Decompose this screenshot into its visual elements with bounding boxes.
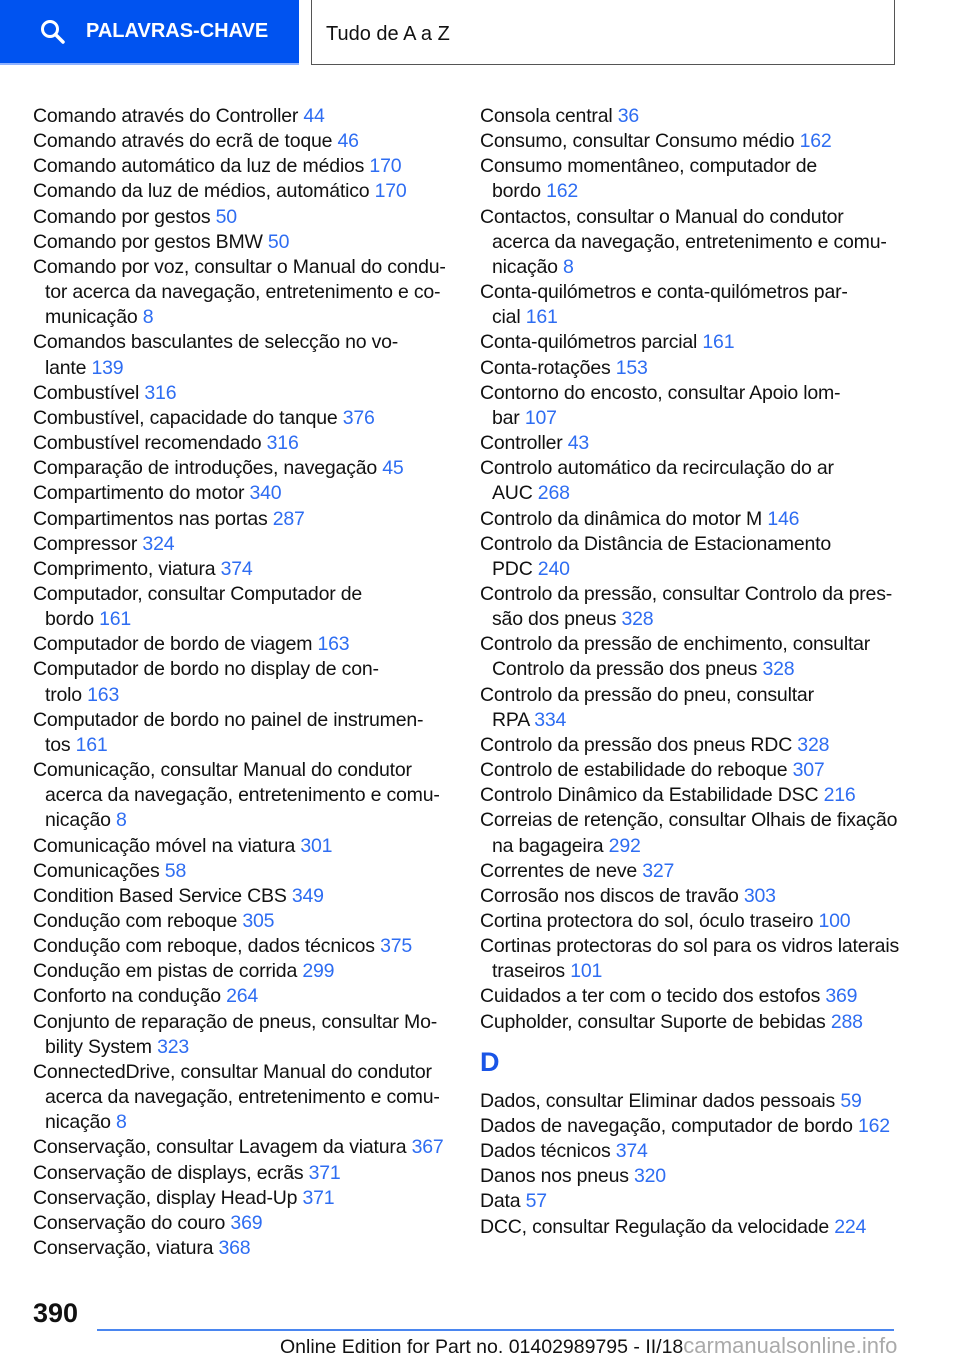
index-entry — [480, 456, 920, 506]
page-link[interactable]: 299 — [302, 960, 335, 983]
page-link[interactable]: 163 — [317, 633, 350, 656]
index-entry-text: Comando por voz, consultar o Manual do condu- — [33, 255, 446, 278]
index-entry-text: na bagageira — [492, 834, 609, 857]
index-entry-text: Conforto na condução — [33, 985, 227, 1008]
index-entry — [33, 1236, 453, 1261]
index-entry — [33, 1186, 453, 1211]
index-entry-text: Dados de navegação, computador de bordo — [480, 1114, 858, 1137]
page-number: 390 — [33, 1298, 79, 1328]
page-link[interactable]: 50 — [215, 205, 237, 228]
keywords-tab-label: PALAVRAS-CHAVE — [86, 20, 269, 42]
page-link[interactable]: 371 — [308, 1161, 341, 1184]
index-entry-text: Computador de bordo no display de con- — [33, 658, 379, 681]
index-entry — [33, 557, 453, 582]
index-entry — [480, 154, 920, 204]
index-entry — [480, 330, 920, 355]
page-link[interactable]: 163 — [87, 683, 120, 706]
index-entry-text: Dados técnicos — [480, 1140, 616, 1163]
page-link[interactable]: 367 — [411, 1136, 444, 1159]
page-link[interactable]: 375 — [380, 935, 413, 958]
index-entry — [33, 934, 453, 959]
index-entry — [480, 859, 920, 884]
index-entry-text: ConnectedDrive, consultar Manual do condutor — [33, 1060, 432, 1083]
page-link[interactable]: 43 — [567, 432, 590, 455]
index-entry — [480, 582, 920, 632]
page-link[interactable]: 8 — [142, 306, 154, 329]
index-entry-text: Condução com reboque, dados técnicos — [33, 935, 381, 958]
page-link[interactable]: 46 — [337, 130, 359, 153]
index-entry-text: Cupholder, consultar Suporte de bebidas — [480, 1010, 831, 1033]
page-link[interactable]: 374 — [615, 1140, 648, 1163]
page-link[interactable]: 8 — [563, 255, 574, 278]
page-link[interactable]: 170 — [369, 155, 402, 178]
index-entry-text: nicação — [45, 809, 117, 832]
page-link[interactable]: 139 — [91, 356, 124, 379]
index-entry-text: Comprimento, viatura — [33, 557, 221, 580]
page-link[interactable]: 107 — [524, 406, 557, 429]
index-entry-text: são dos pneus — [492, 608, 622, 631]
index-entry-text: bordo — [492, 180, 547, 203]
page-link[interactable]: 58 — [164, 859, 187, 882]
index-entry-text: tor acerca da navegação, entretenimento e co- — [45, 281, 441, 304]
index-entry — [33, 632, 453, 657]
index-entry — [33, 381, 453, 406]
index-entry-text: tos — [45, 733, 76, 756]
index-entry-text: Contactos, consultar o Manual do condutor — [480, 205, 844, 228]
index-entry-text: Controller — [480, 432, 568, 455]
page-link[interactable]: 240 — [537, 557, 570, 580]
index-entry-text: Conservação do couro — [33, 1211, 231, 1234]
index-entry-text: Controlo da pressão dos pneus RDC — [480, 733, 798, 756]
index-entry — [33, 657, 453, 707]
index-entry-text: Conta-rotações — [480, 356, 616, 379]
index-entry — [33, 834, 453, 859]
index-entry — [33, 582, 453, 632]
index-entry — [480, 984, 920, 1009]
footer — [280, 1333, 897, 1359]
page-link[interactable]: 376 — [342, 406, 375, 429]
index-entry-text: traseiros — [492, 960, 571, 983]
search-icon — [40, 19, 66, 45]
page-link[interactable]: 287 — [272, 507, 305, 530]
index-entry — [33, 1135, 453, 1160]
index-entry-text: Computador de bordo de viagem — [33, 633, 318, 656]
index-entry-text: Corrosão nos discos de travão — [480, 884, 744, 907]
index-entry — [480, 808, 920, 858]
index-entry — [33, 859, 453, 884]
index-entry-text: Controlo da dinâmica do motor M — [480, 507, 768, 530]
page-link[interactable]: 57 — [525, 1190, 547, 1213]
index-entry — [480, 733, 920, 758]
index-entry — [480, 205, 920, 280]
edition-text: Online Edition for Part no. 01402989795 - II/18 — [280, 1336, 684, 1358]
index-entry-text: Dados, consultar Eliminar dados pessoais — [480, 1089, 841, 1112]
index-entry-text: Consumo, consultar Consumo médio — [480, 130, 800, 153]
index-entry — [480, 381, 920, 431]
index-entry-text: Cortina protectora do sol, óculo traseiro — [480, 910, 819, 932]
index-entry — [480, 632, 920, 682]
page-link[interactable]: 59 — [840, 1089, 862, 1112]
index-entry-text: RPA — [492, 708, 535, 731]
index-entry-text: lante — [45, 356, 92, 379]
index-entry-text: Consola central — [480, 105, 618, 127]
page-link[interactable]: 369 — [825, 985, 858, 1008]
index-entry-text: trolo — [45, 683, 88, 706]
page-link[interactable]: 224 — [834, 1215, 867, 1238]
index-entry — [33, 532, 453, 557]
index-entry — [33, 406, 453, 431]
index-entry — [33, 984, 453, 1009]
index-entry — [33, 481, 453, 506]
page-link[interactable]: 328 — [797, 733, 830, 756]
index-entry-text: Comando através do ecrã de toque — [33, 130, 338, 153]
index-entry-text: Compartimentos nas portas — [33, 507, 273, 530]
page-link[interactable]: 368 — [218, 1237, 251, 1260]
index-entry — [33, 255, 453, 330]
page-link[interactable]: 371 — [302, 1186, 335, 1209]
index-entry — [33, 507, 453, 532]
index-entry-text: DCC, consultar Regulação da velocidade — [480, 1215, 835, 1238]
index-entry-text: Cuidados a ter com o tecido dos estofos — [480, 985, 826, 1008]
index-entry-text: nicação — [45, 1111, 117, 1134]
index-entry — [33, 708, 453, 758]
index-entry-text: municação — [45, 306, 143, 329]
index-entry-text: Conservação, display Head-Up — [33, 1186, 303, 1209]
page-link[interactable]: 334 — [534, 708, 567, 731]
index-entry-text: Comunicação, consultar Manual do condutor — [33, 759, 412, 782]
index-entry-text: Controlo Dinâmico da Estabilidade DSC — [480, 784, 824, 807]
page-link[interactable]: 8 — [116, 809, 127, 832]
page-link[interactable]: 268 — [537, 482, 570, 505]
index-entry-text: Conservação de displays, ecrãs — [33, 1161, 309, 1184]
index-entry — [480, 758, 920, 783]
index-entry-text: Comando por gestos BMW — [33, 230, 268, 253]
index-entry — [33, 330, 453, 380]
index-entry-text: AUC — [492, 482, 538, 505]
index-entry-text: PDC — [492, 557, 538, 580]
page-link[interactable]: 264 — [226, 985, 259, 1008]
index-entry-text: nicação — [492, 255, 564, 278]
page-link[interactable]: 45 — [382, 457, 404, 480]
page-link[interactable]: 301 — [300, 834, 333, 857]
page-link[interactable]: 349 — [291, 884, 324, 907]
index-entry — [480, 683, 920, 733]
page-link[interactable]: 323 — [157, 1035, 189, 1058]
index-entry-text: Controlo da Distância de Estacionamento — [480, 532, 831, 555]
a-to-z-tab[interactable] — [311, 0, 895, 65]
index-entry — [480, 1089, 920, 1114]
index-entry-text: Combustível — [33, 381, 145, 404]
index-entry-text: Combustível, capacidade do tanque — [33, 406, 343, 429]
footer-divider — [97, 1329, 894, 1331]
keywords-tab[interactable] — [0, 0, 299, 65]
index-entry-text: Computador, consultar Computador de — [33, 582, 363, 605]
index-entry-text: cial — [492, 306, 526, 329]
page-link[interactable]: 288 — [830, 1010, 863, 1033]
index-entry-text: Compressor — [33, 532, 143, 555]
page-link[interactable]: 161 — [702, 331, 735, 354]
index-entry — [480, 431, 920, 456]
index-entry — [33, 959, 453, 984]
page-link[interactable]: 340 — [249, 482, 282, 505]
index-entry-text: Controlo da pressão do pneu, consultar — [480, 683, 814, 706]
index-entry — [480, 280, 920, 330]
page-link[interactable]: 324 — [142, 532, 175, 555]
page-link[interactable]: 161 — [525, 306, 558, 329]
index-entry — [33, 909, 453, 934]
index-entry-text: Compartimento do motor — [33, 482, 250, 505]
index-column-left — [33, 104, 453, 1261]
index-entry-text: Conservação, consultar Lavagem da viatura — [33, 1136, 412, 1159]
page-link[interactable]: 328 — [762, 658, 795, 681]
index-entry-text: Correias de retenção, consultar Olhais de fixação — [480, 809, 898, 832]
page-link[interactable]: 327 — [642, 859, 675, 882]
page-link[interactable]: 162 — [857, 1114, 890, 1137]
page-link[interactable]: 305 — [242, 910, 275, 932]
index-entry-text: Comunicações — [33, 859, 165, 882]
index-entry-text: bility System — [45, 1035, 158, 1058]
page-link[interactable]: 292 — [608, 834, 641, 857]
index-entry — [33, 1060, 453, 1135]
page-link[interactable]: 369 — [230, 1211, 263, 1234]
page-link[interactable]: 161 — [75, 733, 108, 756]
index-entry — [33, 758, 453, 833]
index-entry-text: Danos nos pneus — [480, 1165, 634, 1188]
index-entry — [480, 1215, 920, 1240]
index-entry-text: Controlo da pressão, consultar Controlo da pres- — [480, 582, 893, 605]
index-entry-text: Controlo automático da recirculação do ar — [480, 457, 834, 480]
index-entry — [33, 179, 453, 204]
page-link[interactable]: 153 — [615, 356, 648, 379]
index-entry-text: acerca da navegação, entretenimento e comu- — [492, 230, 887, 253]
index-entry-text: Comando automático da luz de médios — [33, 155, 370, 178]
index-entry-text: Data — [480, 1190, 526, 1213]
index-entry-text: Cortinas protectoras do sol para os vidros laterais — [480, 935, 900, 958]
index-entry — [33, 104, 453, 129]
index-entry — [480, 104, 920, 129]
index-entry-text: bar — [492, 406, 525, 429]
index-entry-text: Comando por gestos — [33, 205, 216, 228]
index-entry — [480, 1139, 920, 1164]
index-entry — [480, 532, 920, 582]
page-link[interactable]: 36 — [617, 105, 640, 127]
index-entry-text: Consumo momentâneo, computador de — [480, 155, 818, 178]
page-link[interactable]: 316 — [266, 432, 299, 455]
index-entry-text: Comparação de introduções, navegação — [33, 457, 383, 480]
watermark: carmanualsonline.info — [683, 1333, 898, 1358]
index-entry-text: Combustível recomendado — [33, 432, 267, 455]
index-entry-text: Contorno do encosto, consultar Apoio lom- — [480, 381, 841, 404]
index-entry — [480, 884, 920, 909]
section-letter-heading: D — [480, 1046, 500, 1077]
page-link[interactable]: 170 — [374, 180, 407, 203]
index-entry-text: Comando da luz de médios, automático — [33, 180, 375, 203]
page-link[interactable]: 303 — [743, 884, 776, 907]
page-link[interactable]: 8 — [116, 1111, 127, 1134]
page-link[interactable]: 320 — [634, 1165, 666, 1188]
index-entry-text: Conjunto de reparação de pneus, consultar Mo- — [33, 1010, 438, 1033]
index-entry-text: bordo — [45, 608, 100, 631]
index-entry-text: acerca da navegação, entretenimento e comu- — [45, 1086, 440, 1109]
a-to-z-tab-label: Tudo de A a Z — [326, 22, 450, 45]
index-entry — [480, 507, 920, 532]
index-entry — [33, 884, 453, 909]
index-entry-text: Conta-quilómetros e conta-quilómetros par- — [480, 281, 848, 304]
index-entry — [480, 1010, 920, 1035]
page-link[interactable]: 50 — [267, 230, 290, 253]
index-entry — [33, 431, 453, 456]
index-entry-text: Correntes de neve — [480, 859, 643, 882]
page-link[interactable]: 162 — [799, 130, 832, 153]
index-entry — [480, 129, 920, 154]
index-entry — [33, 230, 453, 255]
index-entry-text: Condução com reboque — [33, 910, 243, 932]
index-entry — [480, 1189, 920, 1214]
index-entry-text: Controlo da pressão dos pneus — [492, 658, 763, 681]
page-link[interactable]: 44 — [303, 105, 325, 127]
index-entry-text: Conta-quilómetros parcial — [480, 331, 703, 354]
page-link[interactable]: 316 — [144, 381, 177, 404]
index-entry — [33, 456, 453, 481]
page-link[interactable]: 101 — [570, 960, 603, 983]
index-entry — [33, 154, 453, 179]
page-link[interactable]: 307 — [792, 759, 825, 782]
index-entry — [480, 909, 920, 934]
index-entry — [33, 129, 453, 154]
index-entry — [33, 1010, 453, 1060]
index-entry-text: Condition Based Service CBS — [33, 884, 292, 907]
index-entry-text: Comandos basculantes de selecção no vo- — [33, 331, 399, 354]
index-entry — [480, 934, 920, 984]
index-entry — [480, 1114, 920, 1139]
index-entry-text: Controlo da pressão de enchimento, consultar — [480, 633, 871, 656]
index-column-right — [480, 104, 920, 1240]
index-entry — [33, 1211, 453, 1236]
page-link[interactable]: 374 — [220, 557, 253, 580]
index-entry — [480, 356, 920, 381]
page-link[interactable]: 161 — [99, 608, 132, 631]
page-link[interactable]: 328 — [621, 608, 654, 631]
index-entry — [33, 205, 453, 230]
index-entry — [480, 783, 920, 808]
index-entry-text: Computador de bordo no painel de instrumen- — [33, 708, 424, 731]
index-entry-text: Controlo de estabilidade do reboque — [480, 759, 793, 782]
page-link[interactable]: 216 — [823, 784, 856, 807]
index-entry-text: Comunicação móvel na viatura — [33, 834, 301, 857]
page-link[interactable]: 100 — [818, 910, 851, 932]
index-entry-text: Comando através do Controller — [33, 105, 304, 127]
index-entry-text: acerca da navegação, entretenimento e comu- — [45, 784, 440, 807]
page-link[interactable]: 162 — [546, 180, 579, 203]
index-entry-text: Condução em pistas de corrida — [33, 960, 303, 983]
index-entry — [480, 1164, 920, 1189]
page-link[interactable]: 146 — [767, 507, 800, 530]
index-entry — [33, 1161, 453, 1186]
index-entry-text: Conservação, viatura — [33, 1237, 219, 1260]
